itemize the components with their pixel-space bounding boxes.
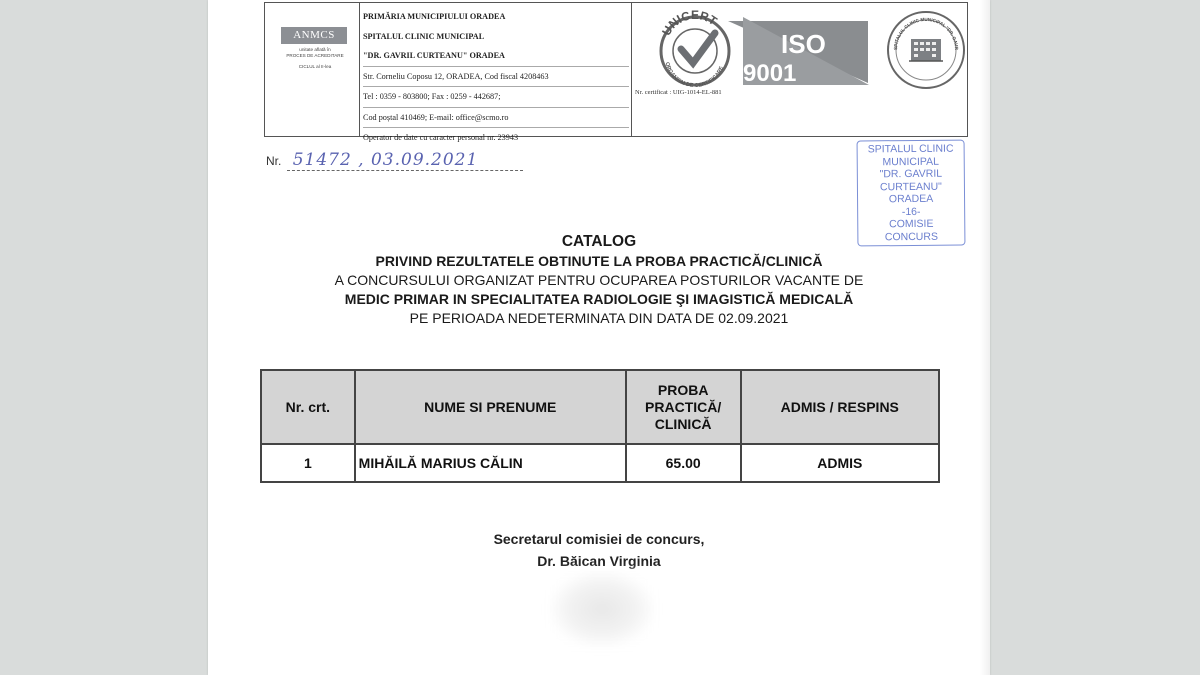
title-line-3: A CONCURSULUI ORGANIZAT PENTRU OCUPAREA POSTURILOR VACANTE DE	[334, 272, 864, 288]
anmcs-small-2: PROCES DE ACREDITARE	[286, 53, 344, 58]
stamp-line: CONCURS	[884, 230, 938, 243]
header-line-2: SPITALUL CLINIC MUNICIPAL	[363, 31, 485, 41]
title-line-2: PRIVIND REZULTATELE OBTINUTE LA PROBA PRACTICĂ/CLINICĂ	[375, 253, 823, 269]
table-row	[261, 444, 939, 482]
title-line-4: MEDIC PRIMAR IN SPECIALITATEA RADIOLOGIE ŞI IMAGISTICĂ MEDICALĂ	[344, 291, 854, 307]
registration-label: Nr.	[266, 154, 282, 168]
stamp-line: COMISIE	[889, 217, 934, 231]
cell-nr: 1	[261, 444, 355, 482]
iso-number: 9001	[743, 60, 797, 87]
registration-number	[266, 150, 523, 171]
results-table	[260, 369, 940, 483]
unicert-iso-graphic	[633, 9, 883, 89]
certification-cell	[631, 3, 968, 136]
signature-title: Secretarul comisiei de concurs,	[493, 531, 705, 547]
stamp-line: CURTEANU"	[879, 180, 942, 193]
stamp-line: SPITALUL CLINIC	[867, 142, 954, 156]
iso-9001-logo	[633, 9, 883, 105]
unicert-text: UNICERT	[659, 9, 720, 39]
header-line-6: Cod poștal 410469; E-mail: office@scmo.ro	[363, 107, 629, 128]
title-line-5: PE PERIOADA NEDETERMINATA DIN DATA DE 02.09.2021	[409, 310, 789, 326]
header-proba-line-3: CLINICĂ	[654, 415, 712, 432]
anmcs-small-3: CICLUL al II-lea	[298, 64, 332, 69]
iso-label: ISO	[781, 29, 826, 59]
stamp-line: MUNICIPAL	[882, 155, 939, 168]
cell-name: MIHĂILĂ MARIUS CĂLIN	[355, 444, 626, 482]
header-line-7: Operator de date cu caracter personal nr. 23943	[363, 127, 629, 148]
document-page	[208, 0, 990, 675]
redacted-signature	[550, 571, 654, 647]
header-proba-line-2: PRACTICĂ/	[645, 398, 722, 415]
cert-org-text: ORGANISM DE CERTIFICARE	[663, 61, 726, 89]
hospital-info-cell	[359, 3, 632, 142]
signature-name: Dr. Băican Virginia	[537, 553, 661, 569]
round-seal-text: SPITALUL CLINIC MUNICIPAL "DR. GAVR	[892, 16, 960, 51]
header-line-1: PRIMĂRIA MUNICIPIULUI ORADEA	[363, 12, 506, 21]
anmcs-logo	[281, 27, 349, 77]
header-proba-line-1: PROBA	[657, 381, 709, 398]
cell-result: ADMIS	[741, 444, 939, 482]
stamp-line: ORADEA	[888, 192, 934, 206]
anmcs-logo-text: ANMCS	[281, 27, 347, 44]
header-nr: Nr. crt.	[261, 370, 355, 444]
stamp-line: "DR. GAVRIL	[879, 167, 943, 181]
registration-handwritten-value: 51472 , 03.09.2021	[287, 150, 523, 171]
header-line-3: "DR. GAVRIL CURTEANU" ORADEA	[363, 51, 505, 60]
header-name: NUME SI PRENUME	[355, 370, 626, 444]
stamp-line: -16-	[901, 205, 921, 218]
header-line-5: Tel : 0359 - 803800; Fax : 0259 - 442687;	[363, 86, 629, 107]
hospital-round-seal	[885, 9, 967, 91]
cell-score: 65.00	[626, 444, 741, 482]
certificate-number: Nr. certificat : UIG-1014-EL-881	[635, 89, 722, 96]
header-proba	[626, 370, 741, 444]
anmcs-logo-cell	[265, 3, 360, 136]
header-line-4: Str. Corneliu Coposu 12, ORADEA, Cod fiscal 4208463	[363, 66, 629, 87]
document-title: CATALOG	[561, 233, 637, 250]
table-header-row	[261, 370, 939, 444]
anmcs-small-1: unitate aflată în	[299, 47, 331, 52]
commission-stamp	[857, 140, 966, 247]
letterhead	[264, 2, 968, 142]
header-result: ADMIS / RESPINS	[741, 370, 939, 444]
hospital-info	[363, 7, 629, 148]
